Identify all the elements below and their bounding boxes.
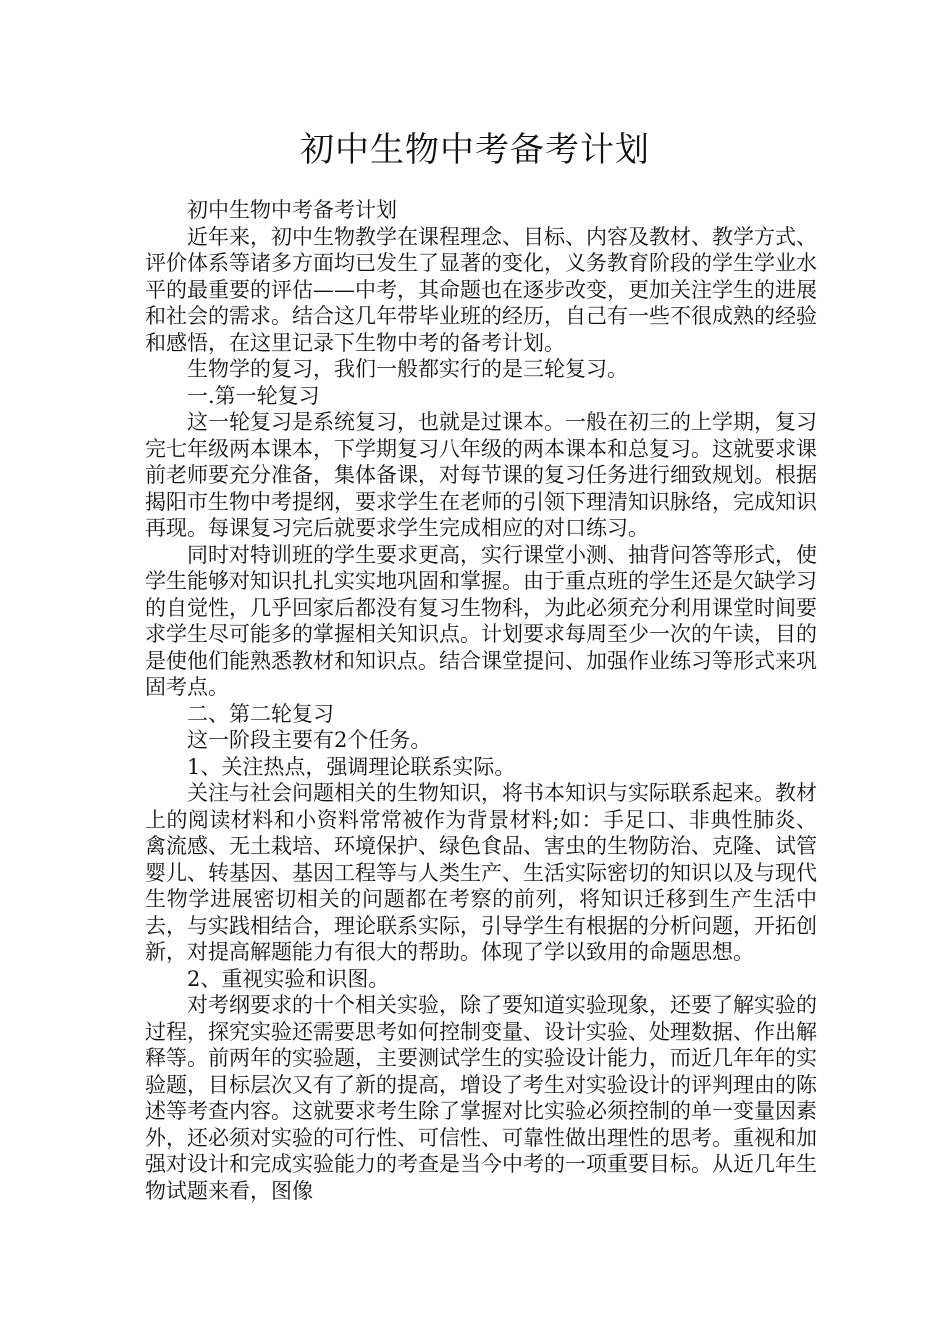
- paragraph-special-class: 同时对特训班的学生要求更高，实行课堂小测、抽背问答等形式，使学生能够对知识扎扎实实地巩固和掌握。由于重点班的学生还是欠缺学习的自觉性，几乎回家后都没有复习生物科，为此必须充分利用课堂时间要求学生尽可能多的掌握相关知识点。计划要求每周至少一次的午读，目的是使他们能熟悉教材和知识点。结合课堂提问、加强作业练习等形式来巩固考点。: [145, 542, 817, 699]
- section-heading-round-two: 二、第二轮复习: [187, 701, 334, 726]
- document-title: 初中生物中考备考计划: [300, 130, 650, 170]
- task-heading-experiments: 2、重视实验和识图。: [187, 966, 390, 991]
- paragraph-subtitle: 初中生物中考备考计划: [187, 198, 397, 222]
- section-heading-round-one: 一.第一轮复习: [187, 383, 320, 408]
- paragraph-three-rounds: 生物学的复习，我们一般都实行的是三轮复习。: [187, 357, 628, 381]
- task-heading-hotspots: 1、关注热点，强调理论联系实际。: [187, 754, 516, 779]
- paragraph-round-one-body: 这一轮复习是系统复习，也就是过课本。一般在初三的上学期，复习完七年级两本课本，下学期复习八年级的两本课本和总复习。这就要求课前老师要充分准备，集体备课，对每节课的复习任务进行细致规划。根据揭阳市生物中考提纲，要求学生在老师的引领下理清知识脉络，完成知识再现。每课复习完后就要求学生完成相应的对口练习。: [145, 410, 817, 540]
- paragraph-intro: 近年来，初中生物教学在课程理念、目标、内容及教材、教学方式、评价体系等诸多方面均已发生了显著的变化，义务教育阶段的学生学业水平的最重要的评估——中考，其命题也在逐步改变，更加关注学生的进展和社会的需求。结合这几年带毕业班的经历，自己有一些不很成熟的经验和感悟，在这里记录下生物中考的备考计划。: [145, 224, 817, 355]
- paragraph-experiments-body: 对考纲要求的十个相关实验，除了要知道实验现象，还要了解实验的过程，探究实验还需要思考如何控制变量、设计实验、处理数据、作出解释等。前两年的实验题，主要测试学生的实验设计能力，而近几年年的实验题，目标层次又有了新的提高，增设了考生对实验设计的评判理由的陈述等考查内容。这就要求考生除了掌握对比实验必须控制的单一变量因素外，还必须对实验的可行性、可信性、可靠性做出理性的思考。重视和加强对设计和完成实验能力的考查是当今中考的一项重要目标。从近几年生物试题来看，图像: [145, 993, 817, 1203]
- document-body: [145, 197, 817, 1204]
- paragraph-two-tasks: 这一阶段主要有2个任务。: [187, 728, 432, 752]
- paragraph-hotspots-body: 关注与社会问题相关的生物知识，将书本知识与实际联系起来。教材上的阅读材料和小资料常常被作为背景材料;如：手足口、非典性肺炎、禽流感、无土栽培、环境保护、绿色食品、害虫的生物防治、克隆、试管婴儿、转基因、基因工程等与人类生产、生活实际密切的知识以及与现代生物学进展密切相关的问题都在考察的前列，将知识迁移到生产生活中去，与实践相结合，理论联系实际，引导学生有根据的分析问题，开拓创新，对提高解题能力有很大的帮助。体现了学以致用的命题思想。: [145, 781, 817, 964]
